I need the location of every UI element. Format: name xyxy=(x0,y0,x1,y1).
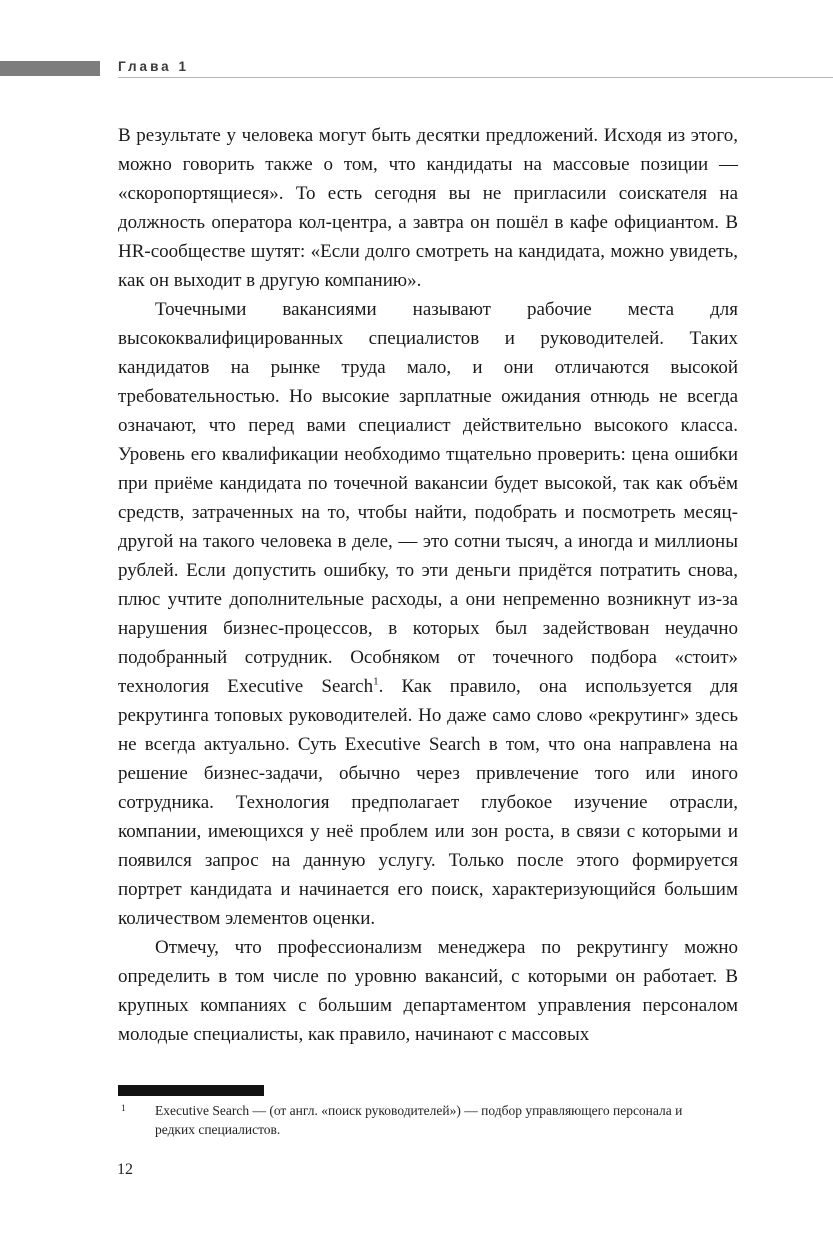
header-accent-bar xyxy=(0,61,100,76)
body-text xyxy=(118,121,738,1049)
chapter-title: Глава 1 xyxy=(118,59,189,74)
footnote xyxy=(118,1101,718,1139)
page-number: 12 xyxy=(117,1161,133,1178)
footnote-marker: 1 xyxy=(121,1104,126,1114)
paragraph-2-text: Точечными вакансиями называют рабочие места для высококвалифицированных специалистов и руководителей. Таких кандидатов на рынке труда мало, и они отличаются высокой требовательностью. Но высокие зарплатные ожидания отнюдь не всегда означают, что перед вами специалист действительно высокого класса. Уровень его квалификации необходимо тщательно проверить: цена ошибки при приёме кандидата по точечной вакансии будет высокой, так как объём средств, затраченных на то, чтобы найти, подобрать и посмотреть месяц-другой на такого человека в деле, — это сотни тысяч, а иногда и миллионы рублей. Если допустить ошибку, то эти деньги придётся потратить снова, плюс учтите дополнительные расходы, а они непременно возникнут из-за нарушения бизнес-процессов, в которых был задействован неудачно подобранный сотрудник. Особняком от точечного подбора «стоит» технология Executive Search xyxy=(118,299,738,697)
header-rule xyxy=(118,77,833,78)
footnote-reference: 1 xyxy=(373,675,379,688)
paragraph-2 xyxy=(118,295,738,933)
paragraph-2-text-continued: . Как правило, она используется для рекрутинга топовых руководителей. Но даже само слово «рекрутинг» здесь не всегда актуально. Суть Executive Search в том, что она направлена на решение бизнес-задачи, обычно через привлечение того или иного сотрудника. Технология предполагает глубокое изучение отрасли, компании, имеющихся у неё проблем или зон роста, в связи с которыми и появился запрос на данную услугу. Только после этого формируется портрет кандидата и начинается его поиск, характеризующийся большим количеством элементов оценки. xyxy=(118,676,738,929)
paragraph-1: В результате у человека могут быть десятки предложений. Исходя из этого, можно говорить также о том, что кандидаты на массовые позиции — «скоропортящиеся». То есть сегодня вы не пригласили соискателя на должность оператора кол-центра, а завтра он пошёл в кафе официантом. В HR-сообществе шутят: «Если долго смотреть на кандидата, можно увидеть, как он выходит в другую компанию». xyxy=(118,125,738,291)
footnote-divider xyxy=(118,1085,264,1096)
paragraph-3: Отмечу, что профессионализм менеджера по рекрутингу можно определить в том числе по уровню вакансий, с которыми он работает. В крупных компаниях с большим департаментом управления персоналом молодые специалисты, как правило, начинают с массовых xyxy=(118,937,738,1045)
footnote-text: Executive Search — (от англ. «поиск руководителей») — подбор управляющего персонала и редких специалистов. xyxy=(155,1103,683,1137)
